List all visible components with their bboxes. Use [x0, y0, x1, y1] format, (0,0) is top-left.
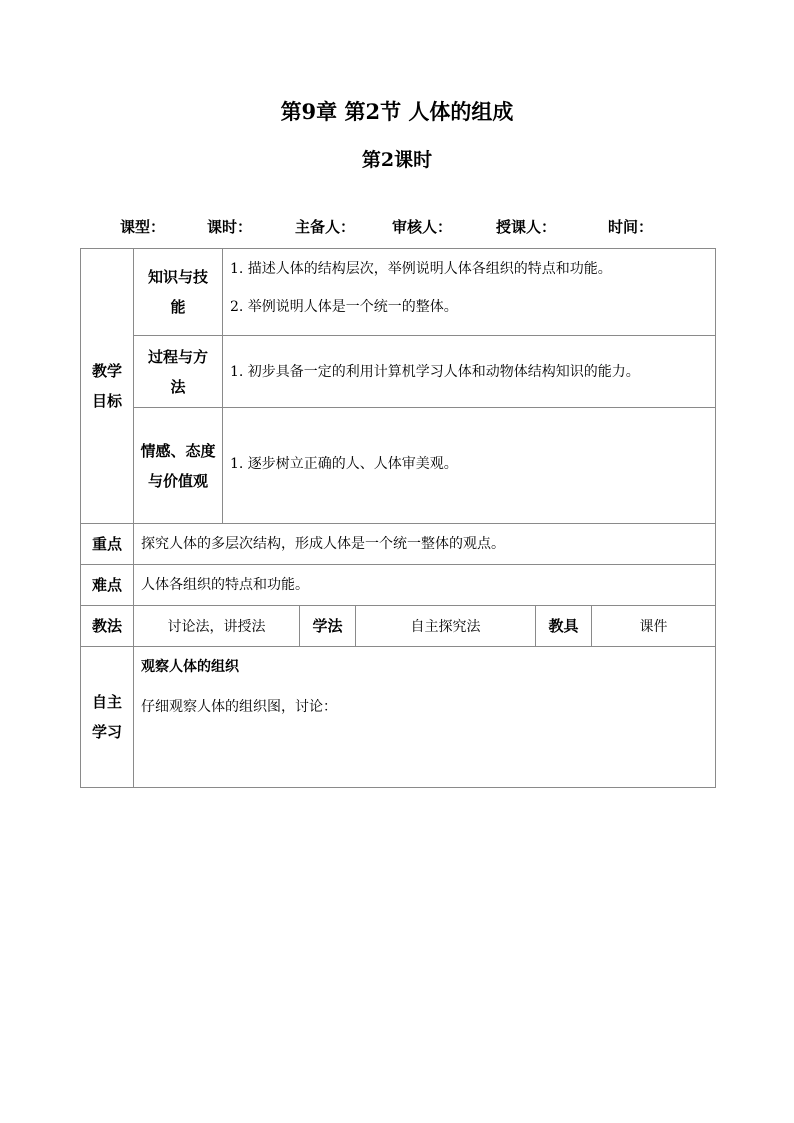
- objective-row-emotion: [81, 408, 716, 524]
- key-point-content: 探究人体的多层次结构，形成人体是一个统一整体的观点。: [134, 524, 716, 565]
- lesson-period-label: 课时：: [207, 218, 253, 236]
- self-study-content: [134, 647, 716, 788]
- reviewer-label: 审核人：: [392, 218, 453, 236]
- learning-method-label: 学法: [300, 606, 356, 647]
- learning-method-value: 自主探究法: [356, 606, 536, 647]
- self-study-label: 自主 学习: [81, 647, 134, 788]
- teaching-method-label: 教法: [81, 606, 134, 647]
- self-study-heading: 观察人体的组织: [141, 659, 239, 675]
- lesson-meta-row: [0, 216, 794, 238]
- time-label: 时间：: [608, 218, 654, 236]
- teaching-objectives-label: 教学 目标: [81, 249, 134, 524]
- objective-row-knowledge: [81, 249, 716, 336]
- objective-item: 1. 初步具备一定的利用计算机学习人体和动物体结构知识的能力。: [230, 363, 640, 380]
- lesson-plan-table: [80, 248, 716, 788]
- objective-row-process: [81, 336, 716, 408]
- knowledge-skill-label: 知识与技 能: [134, 249, 223, 336]
- teacher-label: 授课人：: [496, 218, 557, 236]
- emotion-attitude-content: [223, 408, 716, 524]
- difficulty-content: 人体各组织的特点和功能。: [134, 565, 716, 606]
- lesson-period-title: 第2课时: [361, 149, 433, 171]
- objective-item: 2. 举例说明人体是一个统一的整体。: [230, 299, 458, 315]
- objective-item: 1. 逐步树立正确的人、人体审美观。: [230, 456, 458, 472]
- process-method-label: 过程与方 法: [134, 336, 223, 408]
- teaching-method-value: 讨论法，讲授法: [134, 606, 300, 647]
- lesson-type-label: 课型：: [120, 218, 166, 236]
- methods-row: [81, 606, 716, 647]
- key-point-label: 重点: [81, 524, 134, 565]
- document-title: 第9章 第2节 人体的组成: [280, 99, 514, 124]
- process-method-content: [223, 336, 716, 408]
- emotion-attitude-label: 情感、态度 与价值观: [134, 408, 223, 524]
- key-point-row: [81, 524, 716, 565]
- teaching-tools-value: 课件: [592, 606, 716, 647]
- knowledge-skill-content: [223, 249, 716, 336]
- self-study-text: 仔细观察人体的组织图，讨论：: [141, 699, 337, 715]
- self-study-row: [81, 647, 716, 788]
- difficulty-label: 难点: [81, 565, 134, 606]
- teaching-tools-label: 教具: [536, 606, 592, 647]
- objective-item: 1. 描述人体的结构层次，举例说明人体各组织的特点和功能。: [230, 261, 612, 277]
- difficulty-row: [81, 565, 716, 606]
- preparer-label: 主备人：: [295, 218, 356, 236]
